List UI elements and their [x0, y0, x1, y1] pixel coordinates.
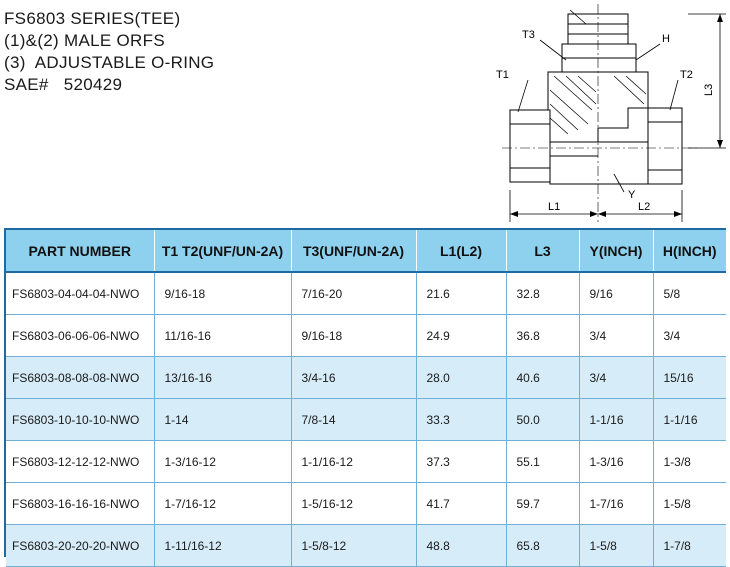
cell-y-value: 9/16	[579, 272, 653, 315]
cell-h-value: 5/8	[653, 272, 726, 315]
cell-y-value: 3/4	[579, 357, 653, 399]
cell-part-number: FS6803-12-12-12-NWO	[6, 441, 154, 483]
cell-part-number: FS6803-20-20-20-NWO	[6, 525, 154, 567]
cell-part-number: FS6803-10-10-10-NWO	[6, 399, 154, 441]
cell-h-value: 15/16	[653, 357, 726, 399]
label-t3: T3	[522, 29, 535, 41]
cell-l3-value: 55.1	[506, 441, 579, 483]
cell-t3-thread: 7/8-14	[291, 399, 416, 441]
cell-t3-thread: 9/16-18	[291, 315, 416, 357]
cell-l3-value: 50.0	[506, 399, 579, 441]
table-row	[6, 272, 726, 315]
table-row	[6, 483, 726, 525]
cell-t3-thread: 3/4-16	[291, 357, 416, 399]
cell-t1-t2-thread: 9/16-18	[154, 272, 291, 315]
cell-t3-thread: 1-1/16-12	[291, 441, 416, 483]
male-orfs-line: (1)&(2) MALE ORFS	[4, 31, 165, 50]
cell-h-value: 1-3/8	[653, 441, 726, 483]
table-row	[6, 315, 726, 357]
cell-l1-l2-value: 28.0	[416, 357, 506, 399]
cell-t1-t2-thread: 11/16-16	[154, 315, 291, 357]
cell-h-value: 1-7/8	[653, 525, 726, 567]
label-l1: L1	[548, 201, 561, 213]
left-arm	[510, 110, 550, 182]
col-l3: L3	[506, 230, 579, 272]
cell-t3-thread: 1-5/8-12	[291, 525, 416, 567]
cell-h-value: 1-5/8	[653, 483, 726, 525]
cell-l3-value: 40.6	[506, 357, 579, 399]
label-l2: L2	[638, 201, 651, 213]
spec-table-grid	[6, 230, 726, 567]
sae-number-line: SAE# 520429	[4, 75, 123, 94]
cell-t3-thread: 7/16-20	[291, 272, 416, 315]
cell-t1-t2-thread: 13/16-16	[154, 357, 291, 399]
cell-l1-l2-value: 21.6	[416, 272, 506, 315]
col-t3: T3(UNF/UN-2A)	[291, 230, 416, 272]
cell-part-number: FS6803-08-08-08-NWO	[6, 357, 154, 399]
cell-t3-thread: 1-5/16-12	[291, 483, 416, 525]
col-t1-t2: T1 T2(UNF/UN-2A)	[154, 230, 291, 272]
cell-l3-value: 36.8	[506, 315, 579, 357]
right-arm	[648, 108, 682, 184]
col-y: Y(INCH)	[579, 230, 653, 272]
cell-t1-t2-thread: 1-11/16-12	[154, 525, 291, 567]
cell-y-value: 1-5/8	[579, 525, 653, 567]
tee-fitting-drawing	[488, 0, 730, 228]
title-block	[4, 8, 324, 96]
col-h: H(INCH)	[653, 230, 726, 272]
cell-l1-l2-value: 37.3	[416, 441, 506, 483]
cell-l3-value: 65.8	[506, 525, 579, 567]
cell-t1-t2-thread: 1-14	[154, 399, 291, 441]
cell-l3-value: 59.7	[506, 483, 579, 525]
col-part-number: PART NUMBER	[6, 230, 154, 272]
cell-l1-l2-value: 41.7	[416, 483, 506, 525]
label-l3: L3	[703, 83, 715, 96]
table-row	[6, 525, 726, 567]
cell-part-number: FS6803-04-04-04-NWO	[6, 272, 154, 315]
adjustable-oring-line: (3) ADJUSTABLE O-RING	[4, 53, 215, 72]
cell-l3-value: 32.8	[506, 272, 579, 315]
label-h: H	[662, 33, 670, 45]
header-row	[6, 230, 726, 272]
cell-l1-l2-value: 33.3	[416, 399, 506, 441]
table-row	[6, 357, 726, 399]
label-y: Y	[628, 189, 636, 201]
cell-y-value: 1-3/16	[579, 441, 653, 483]
cell-h-value: 3/4	[653, 315, 726, 357]
cell-t1-t2-thread: 1-3/16-12	[154, 441, 291, 483]
spec-table	[4, 228, 726, 557]
cell-h-value: 1-1/16	[653, 399, 726, 441]
col-l1-l2: L1(L2)	[416, 230, 506, 272]
cell-l1-l2-value: 24.9	[416, 315, 506, 357]
label-t2: T2	[680, 69, 693, 81]
series-title: FS6803 SERIES(TEE)	[4, 9, 181, 28]
cell-y-value: 3/4	[579, 315, 653, 357]
cell-y-value: 1-7/16	[579, 483, 653, 525]
cell-l1-l2-value: 48.8	[416, 525, 506, 567]
cell-part-number: FS6803-06-06-06-NWO	[6, 315, 154, 357]
cell-y-value: 1-1/16	[579, 399, 653, 441]
table-row	[6, 441, 726, 483]
cell-part-number: FS6803-16-16-16-NWO	[6, 483, 154, 525]
table-row	[6, 399, 726, 441]
label-t1: T1	[496, 69, 509, 81]
cell-t1-t2-thread: 1-7/16-12	[154, 483, 291, 525]
